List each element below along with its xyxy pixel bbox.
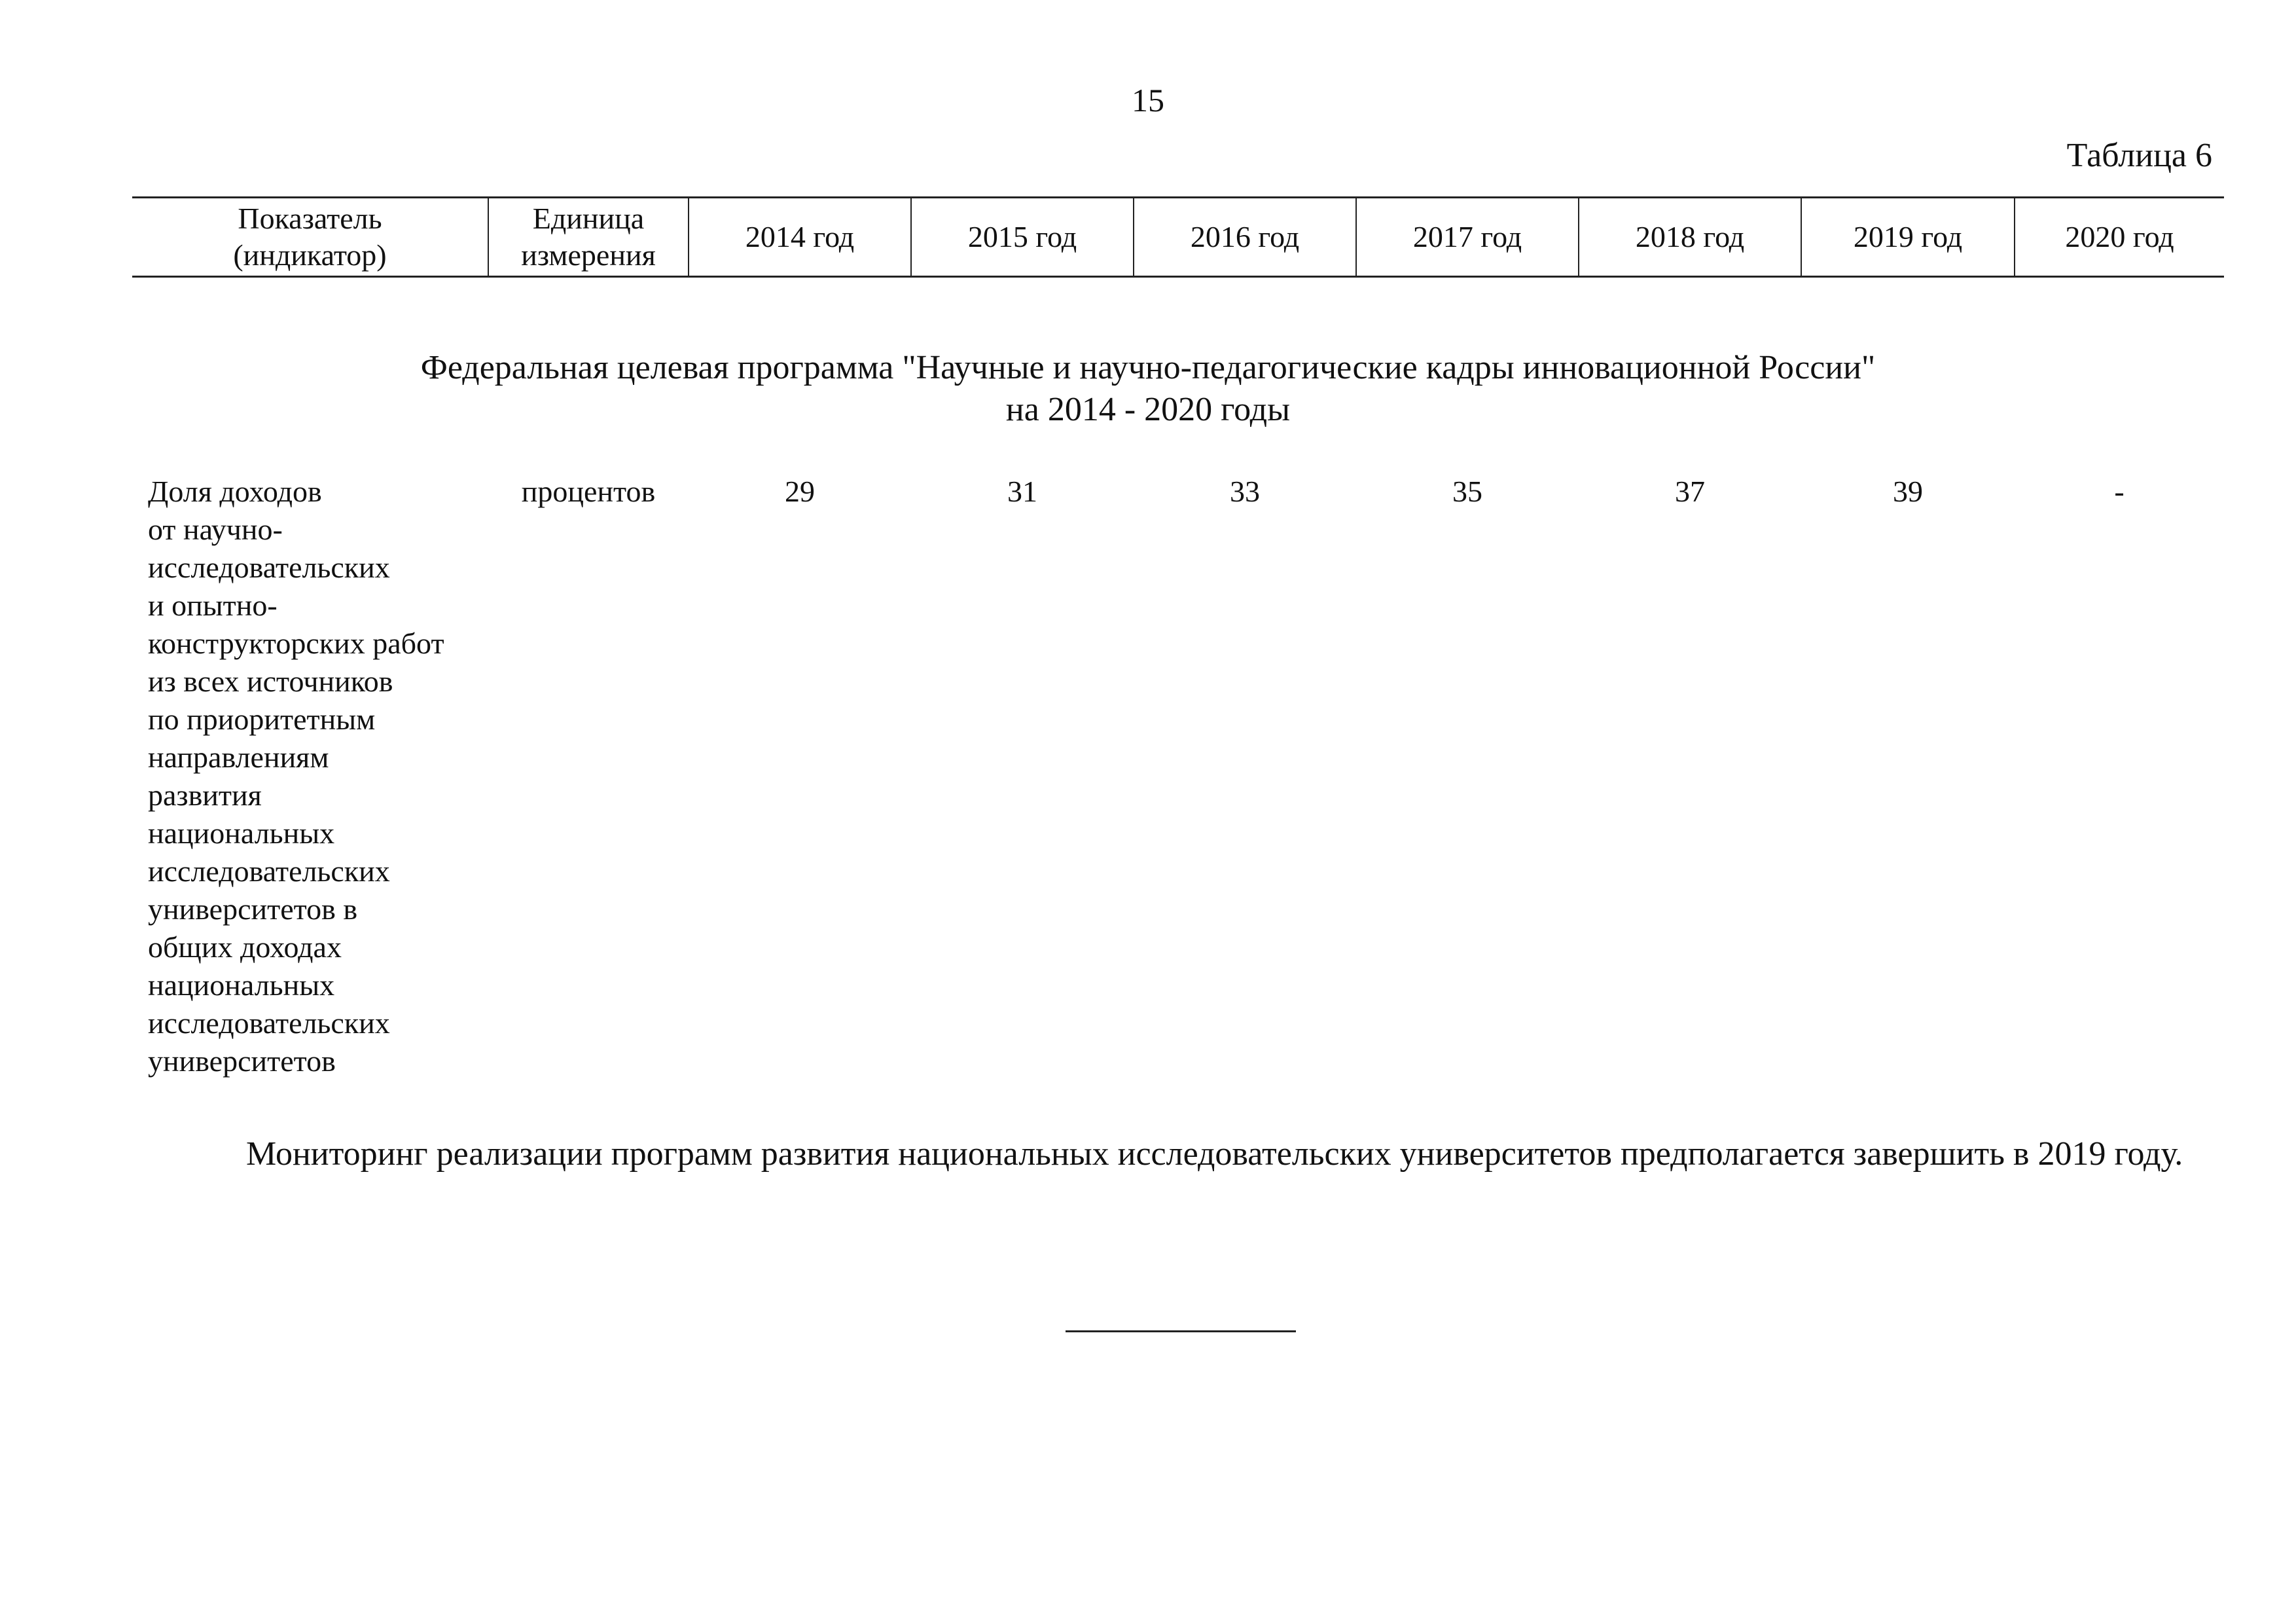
header-unit-line1: Единица (532, 202, 645, 235)
value-2015: 31 (1007, 475, 1037, 508)
indicator-line: общих доходах (148, 930, 342, 964)
header-year-2017: 2017 год (1356, 198, 1579, 277)
value-2016: 33 (1230, 475, 1260, 508)
header-year-2018: 2018 год (1579, 198, 1801, 277)
program-title-line2: на 2014 - 2020 годы (1005, 391, 1291, 428)
header-indicator-line2: (индикатор) (233, 238, 387, 272)
indicator-line: исследовательских (148, 854, 390, 888)
indicator-line: и опытно- (148, 589, 278, 622)
end-divider (1066, 1330, 1296, 1332)
indicator-line: исследовательских (148, 1006, 390, 1040)
indicator-table (132, 473, 2224, 1080)
indicator-line: направлениям (148, 740, 329, 774)
indicator-line: по приоритетным (148, 702, 376, 736)
header-year-2020: 2020 год (2015, 198, 2224, 277)
indicator-line: конструкторских работ (148, 627, 444, 660)
program-title (0, 347, 2296, 431)
table-row (132, 473, 2224, 1080)
header-unit-line2: измерения (521, 238, 656, 272)
monitoring-paragraph: Мониторинг реализации программ развития национальных исследовательских университетов предполагается завершить в 2019 году. (246, 1135, 2183, 1173)
indicator-line: от научно- (148, 513, 283, 546)
header-unit (488, 198, 689, 277)
indicator-line: исследовательских (148, 551, 390, 584)
value-2020: - (2114, 475, 2125, 508)
header-year-2019: 2019 год (1801, 198, 2015, 277)
table-header (132, 196, 2224, 278)
header-year-2015: 2015 год (911, 198, 1134, 277)
header-year-2016: 2016 год (1134, 198, 1356, 277)
indicator-line: университетов в (148, 892, 358, 926)
header-indicator-line1: Показатель (238, 202, 382, 235)
header-year-2014: 2014 год (689, 198, 911, 277)
indicator-line: развития (148, 778, 262, 812)
indicator-line: национальных (148, 968, 335, 1002)
indicator-line: национальных (148, 816, 335, 850)
indicator-line: из всех источников (148, 665, 393, 698)
indicator-name (132, 473, 488, 1080)
indicator-line: Доля доходов (148, 475, 322, 508)
header-indicator (132, 198, 488, 277)
indicator-line: университетов (148, 1044, 336, 1078)
page-number: 15 (1132, 82, 1164, 119)
value-2018: 37 (1675, 475, 1705, 508)
program-title-line1: Федеральная целевая программа "Научные и научно-педагогические кадры инновационной России" (420, 349, 1876, 386)
value-2014: 29 (785, 475, 815, 508)
value-2019: 39 (1893, 475, 1923, 508)
value-2017: 35 (1452, 475, 1482, 508)
table-label: Таблица 6 (2066, 137, 2212, 174)
unit-cell: процентов (521, 475, 656, 508)
